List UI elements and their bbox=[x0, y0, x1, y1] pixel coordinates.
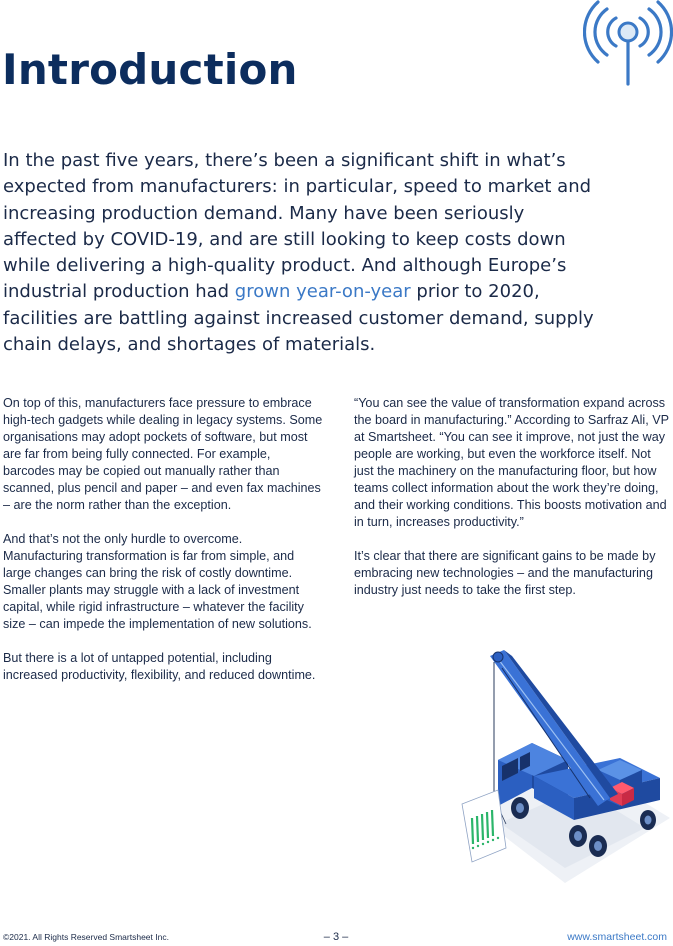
footer-copyright: ©2021. All Rights Reserved Smartsheet Inc. bbox=[3, 932, 169, 942]
body-paragraph: And that’s not the only hurdle to overcome. Manufacturing transformation is far from simple, and large changes can bring the risk of costly downtime. Smaller plants may struggle with a lack of investment capital, while rigid infrastructure – whatever the facility size – can impede the implementation of new solutions. bbox=[3, 532, 312, 631]
body-paragraph: It’s clear that there are significant gains to be made by embracing new technologies – and the manufacturing industry just needs to take the first step. bbox=[354, 549, 656, 597]
body-paragraph: On top of this, manufacturers face pressure to embrace high-tech gadgets while dealing in legacy systems. Some organisations may adopt pockets of software, but most are far from being fully connected. For example, barcodes may be copied out manually rather than scanned, plus pencil and paper – and even fax machines – are the norm rather than the exception. bbox=[3, 396, 323, 512]
crane-truck-illustration bbox=[460, 648, 673, 893]
website-link[interactable]: www.smartsheet.com bbox=[567, 931, 667, 943]
intro-text-after-link: prior to 2020, facilities are battling against increased customer demand, supply chain delays, and shortages of materials. bbox=[3, 281, 594, 356]
broadcast-antenna-icon bbox=[583, 0, 673, 90]
intro-text-before-link: In the past five years, there’s been a significant shift in what’s expected from manufacturers: in particular, speed to market and increasing production demand. Many have been seriously affected by COVID-19, and are still looking to keep costs down while delivering a high-quality product. And although Europe’s industrial production had bbox=[3, 150, 592, 303]
quote-paragraph: “You can see the value of transformation expand across the board in manufacturing.” According to Sarfraz Ali, VP at Smartsheet. “You can see it improve, not just the way people are working, but even the workforce itself. Not just the machinery on the manufacturing floor, but how teams collect information about the work they’re doing, and their working conditions. This boosts motivation and in turn, increases productivity.” bbox=[354, 396, 669, 529]
intro-paragraph bbox=[3, 148, 603, 358]
body-paragraph: But there is a lot of untapped potential, including increased productivity, flexibility, and reduced downtime. bbox=[3, 651, 316, 682]
page-title: Introduction bbox=[2, 45, 298, 94]
page-number: – 3 – bbox=[323, 931, 349, 943]
right-column bbox=[354, 395, 672, 616]
grown-year-on-year-link[interactable]: grown year-on-year bbox=[234, 281, 411, 303]
left-column bbox=[3, 395, 325, 701]
